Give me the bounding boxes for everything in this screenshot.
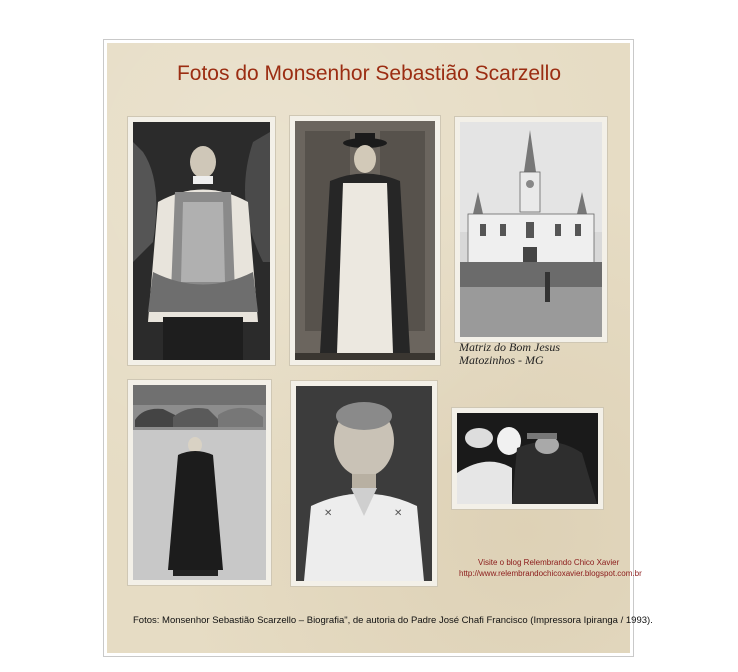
- photo-young-priest-cassock: [290, 116, 440, 365]
- blog-visit-text: Visite o blog Relembrando Chico Xavier: [478, 558, 620, 567]
- page-title: Fotos do Monsenhor Sebastião Scarzello: [176, 62, 562, 85]
- photo-burial-scene: [452, 408, 603, 509]
- church-caption: [459, 341, 560, 367]
- photo-priest-with-cars: [128, 380, 271, 585]
- photo-elderly-portrait: [291, 381, 437, 586]
- photo-credit-footer: Fotos: Monsenhor Sebastião Scarzello – Biografia", de autoria do Padre José Chafi Francisco (Impressora Ipiranga / 1993).: [133, 615, 653, 626]
- church-caption-line2: Matozinhos - MG: [459, 353, 544, 367]
- photo-church-matriz: [455, 117, 607, 342]
- svg-text:✕: ✕: [324, 508, 333, 519]
- blog-url-link[interactable]: http://www.relembrandochicoxavier.blogspot.com.br: [459, 569, 642, 578]
- svg-text:✕: ✕: [394, 508, 403, 519]
- church-caption-line1: Matriz do Bom Jesus: [459, 340, 560, 354]
- photo-priest-vestments: [128, 117, 275, 365]
